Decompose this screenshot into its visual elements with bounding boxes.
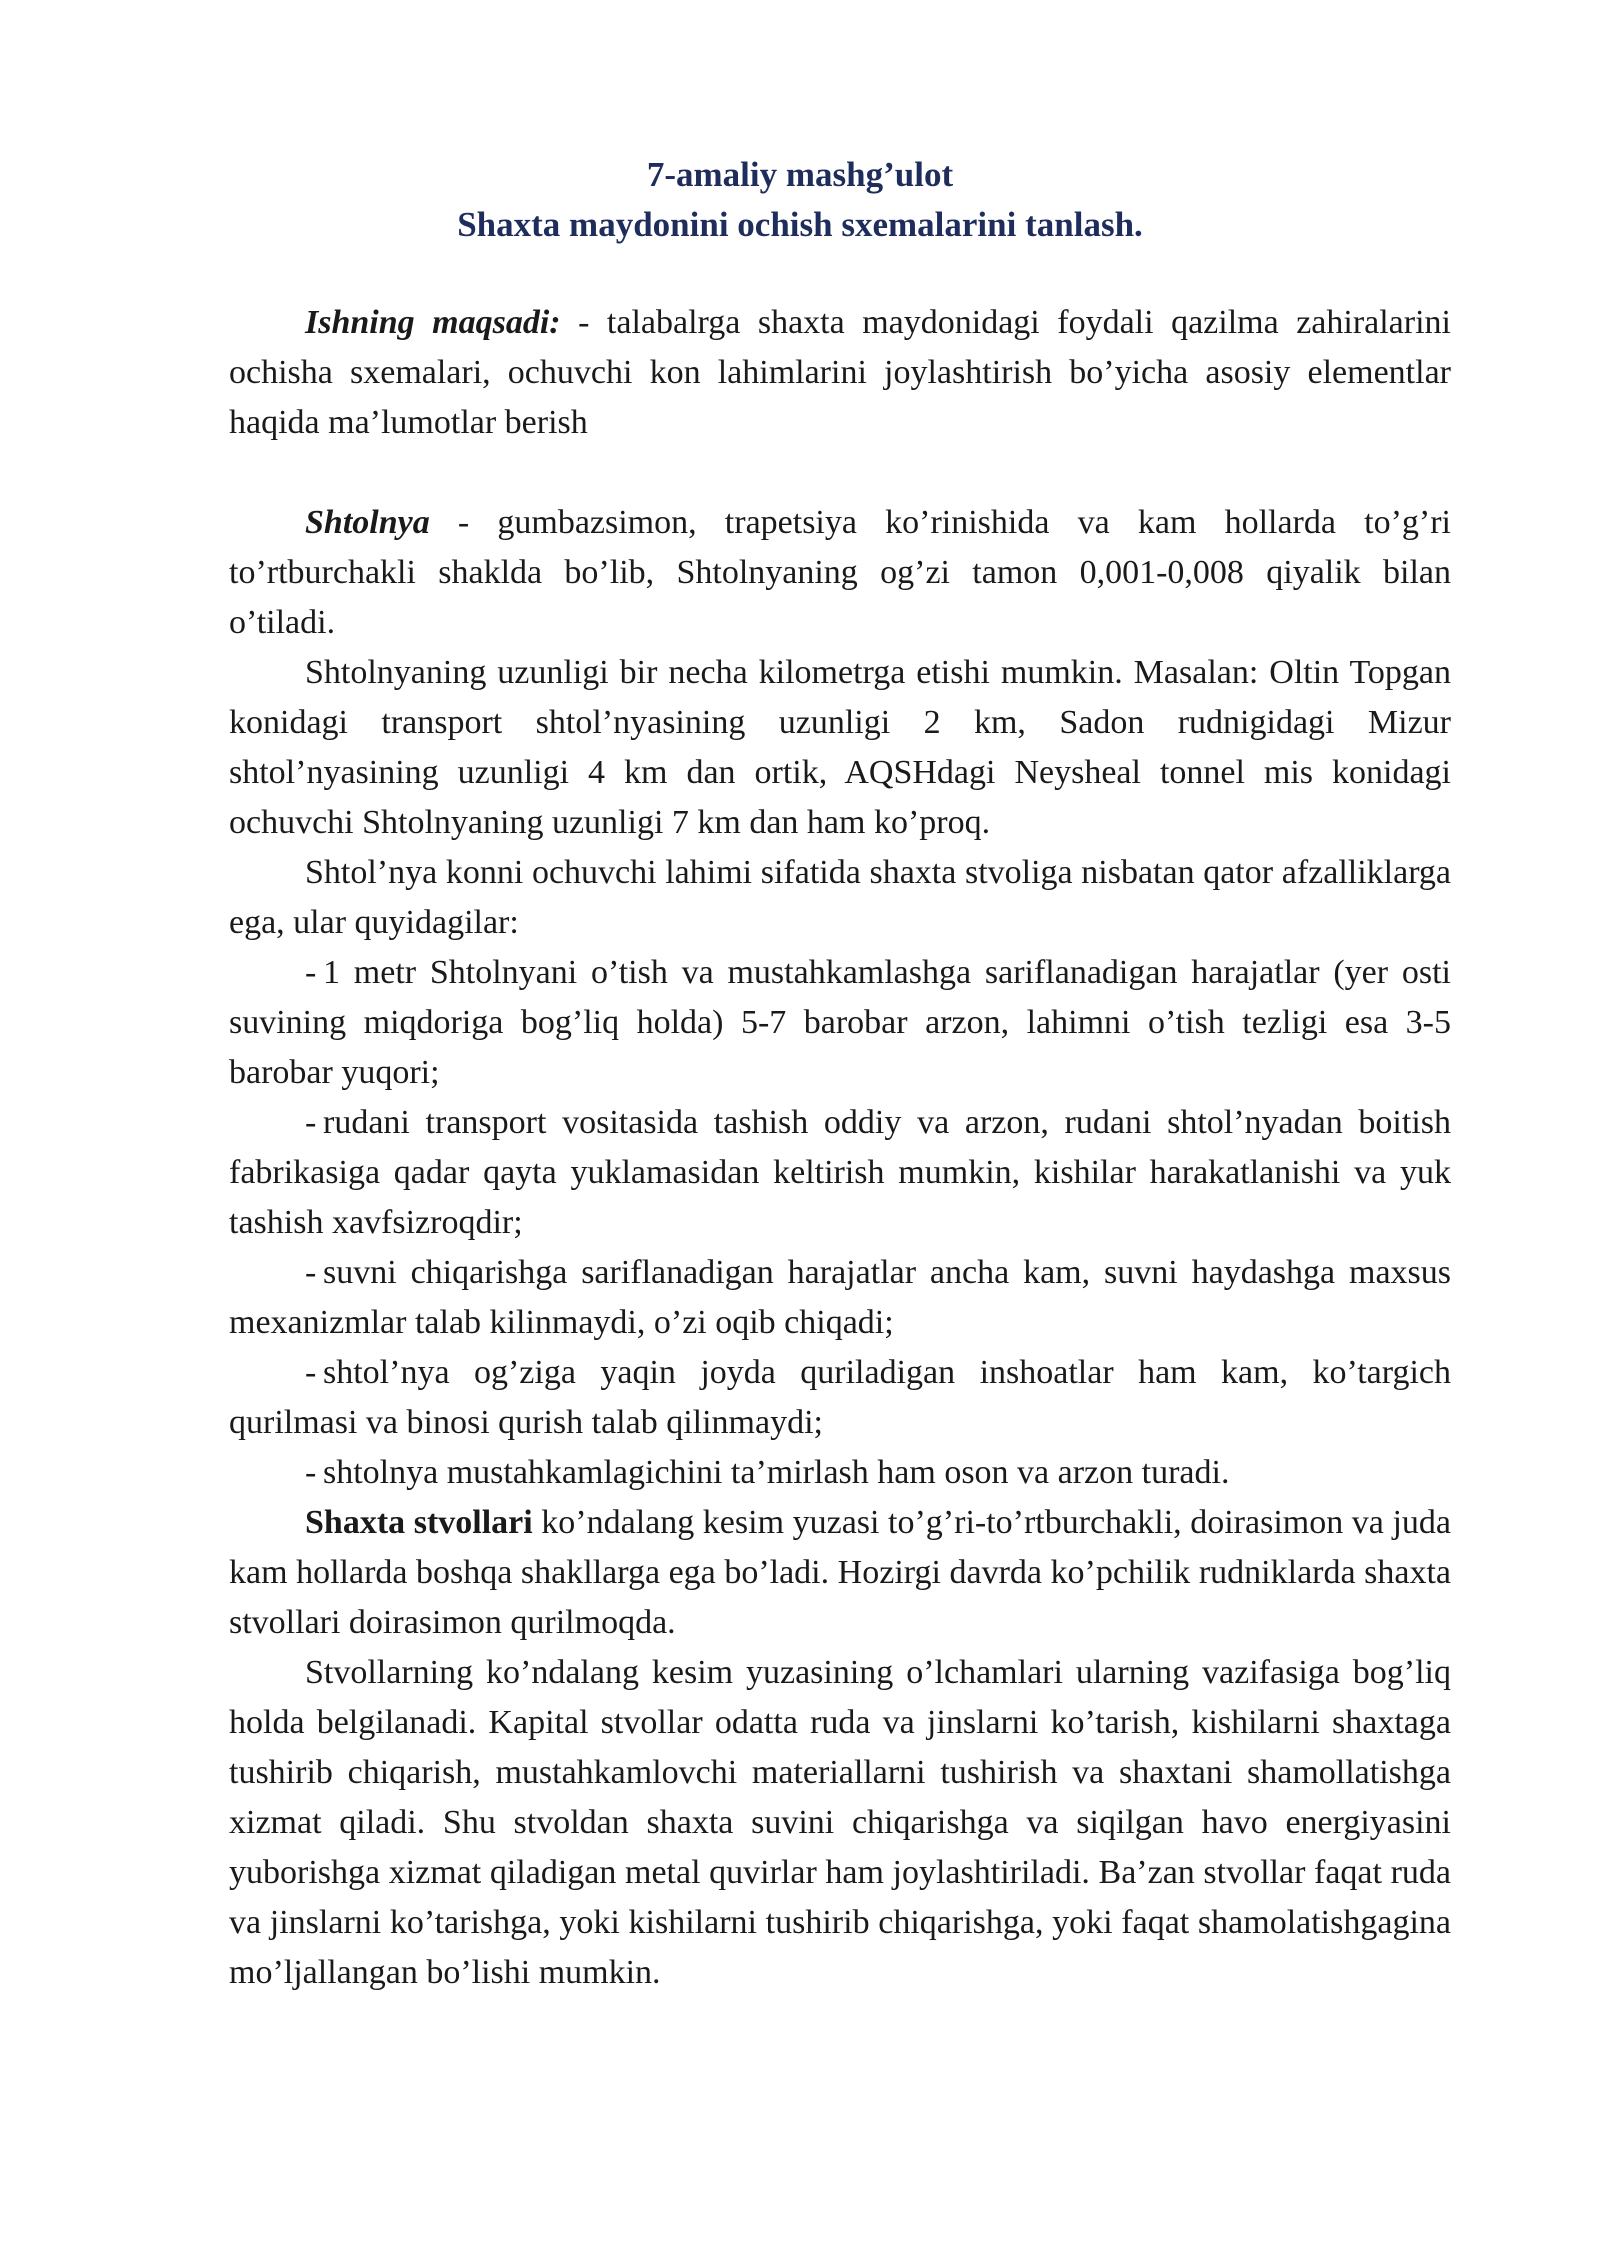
title-block xyxy=(0,150,1600,250)
list-item xyxy=(229,1098,1451,1248)
shtolnya-definition-paragraph xyxy=(229,498,1451,648)
list-item xyxy=(229,1248,1451,1348)
shafts-term: Shaxta stvollari xyxy=(305,1504,533,1541)
list-item-text: shtolnya mustahkamlagichini ta’mirlash ham oson va arzon turadi. xyxy=(323,1454,1230,1491)
purpose-paragraph xyxy=(229,298,1451,448)
shtolnya-definition-text: - gumbazsimon, trapetsiya ko’rinishida va kam hollarda to’g’ri to’rtburchakli shaklda bo’lib, Shtolnyaning og’zi tamon 0,001-0,008 qiyalik bilan o’tiladi. xyxy=(229,504,1451,641)
shaft-dimensions-paragraph: Stvollarning ko’ndalang kesim yuzasining o’lchamlari ularning vazifasiga bog’liq holda belgilanadi. Kapital stvollar odatta ruda va jinslarni ko’tarish, kishilarni shaxtaga tushirib chiqarish, mustahkamlovchi materiallarni tushirish va shaxtani shamollatishga xizmat qiladi. Shu stvoldan shaxta suvini chiqarishga va siqilgan havo energiyasini yuborishga xizmat qiladigan metal quvirlar ham joylashtiriladi. Ba’zan stvollar faqat ruda va jinslarni ko’tarishga, yoki kishilarni tushirib chiqarishga, yoki faqat shamolatishgagina mo’ljallangan bo’lishi mumkin. xyxy=(229,1654,1451,1991)
bullet-dash: - xyxy=(305,1354,317,1391)
bullet-dash: - xyxy=(305,1254,317,1291)
list-item xyxy=(229,948,1451,1098)
bullet-dash: - xyxy=(305,1454,317,1491)
purpose-text: - talabalrga shaxta maydonidagi foydali qazilma zahiralarini ochisha sxemalari, ochuvchi kon lahimlarini joylashtirish bo’yicha asosiy elementlar haqida ma’lumotlar berish xyxy=(229,304,1451,441)
list-item-text: 1 metr Shtolnyani o’tish va mustahkamlashga sariflanadigan harajatlar (yer osti suvining miqdoriga bog’liq holda) 5-7 barobar arzon, lahimni o’tish tezligi esa 3-5 barobar yuqori; xyxy=(229,954,1451,1091)
shafts-text: ko’ndalang kesim yuzasi to’g’ri-to’rtburchakli, doirasimon va juda kam hollarda boshqa shakllarga ega bo’ladi. Hozirgi davrda ko’pchilik rudniklarda shaxta stvollari doirasimon qurilmoqda. xyxy=(229,1504,1451,1641)
advantages-intro-paragraph: Shtol’nya konni ochuvchi lahimi sifatida shaxta stvoliga nisbatan qator afzalliklarga ega, ular quyidagilar: xyxy=(229,854,1451,941)
bullet-dash: - xyxy=(305,954,317,991)
list-item xyxy=(229,1348,1451,1448)
bullet-dash: - xyxy=(305,1104,317,1141)
topic-title: Shaxta maydonini ochish sxemalarini tanlash. xyxy=(457,205,1143,244)
shtolnya-term: Shtolnya xyxy=(305,504,430,541)
list-item-text: rudani transport vositasida tashish oddiy va arzon, rudani shtol’nyadan boitish fabrikasiga qadar qayta yuklamasidan keltirish mumkin, kishilar harakatlanishi va yuk tashish xavfsizroqdir; xyxy=(229,1104,1451,1241)
list-item-text: suvni chiqarishga sariflanadigan harajatlar ancha kam, suvni haydashga maxsus mexanizmlar talab kilinmaydi, o’zi oqib chiqadi; xyxy=(229,1254,1451,1341)
practical-title: 7-amaliy mashg’ulot xyxy=(646,155,954,194)
purpose-label: Ishning maqsadi: xyxy=(305,304,561,341)
list-item xyxy=(229,1448,1451,1498)
list-item-text: shtol’nya og’ziga yaqin joyda quriladigan inshoatlar ham kam, ko’targich qurilmasi va binosi qurish talab qilinmaydi; xyxy=(229,1354,1451,1441)
shtolnya-length-paragraph: Shtolnyaning uzunligi bir necha kilometrga etishi mumkin. Masalan: Oltin Topgan konidagi transport shtol’nyasining uzunligi 2 km, Sadon rudnigidagi Mizur shtol’nyasining uzunligi 4 km dan ortik, AQSHdagi Neysheal tonnel mis konidagi ochuvchi Shtolnyaning uzunligi 7 km dan ham ko’proq. xyxy=(229,654,1451,841)
document-body xyxy=(229,298,1451,1998)
shafts-paragraph xyxy=(229,1498,1451,1648)
